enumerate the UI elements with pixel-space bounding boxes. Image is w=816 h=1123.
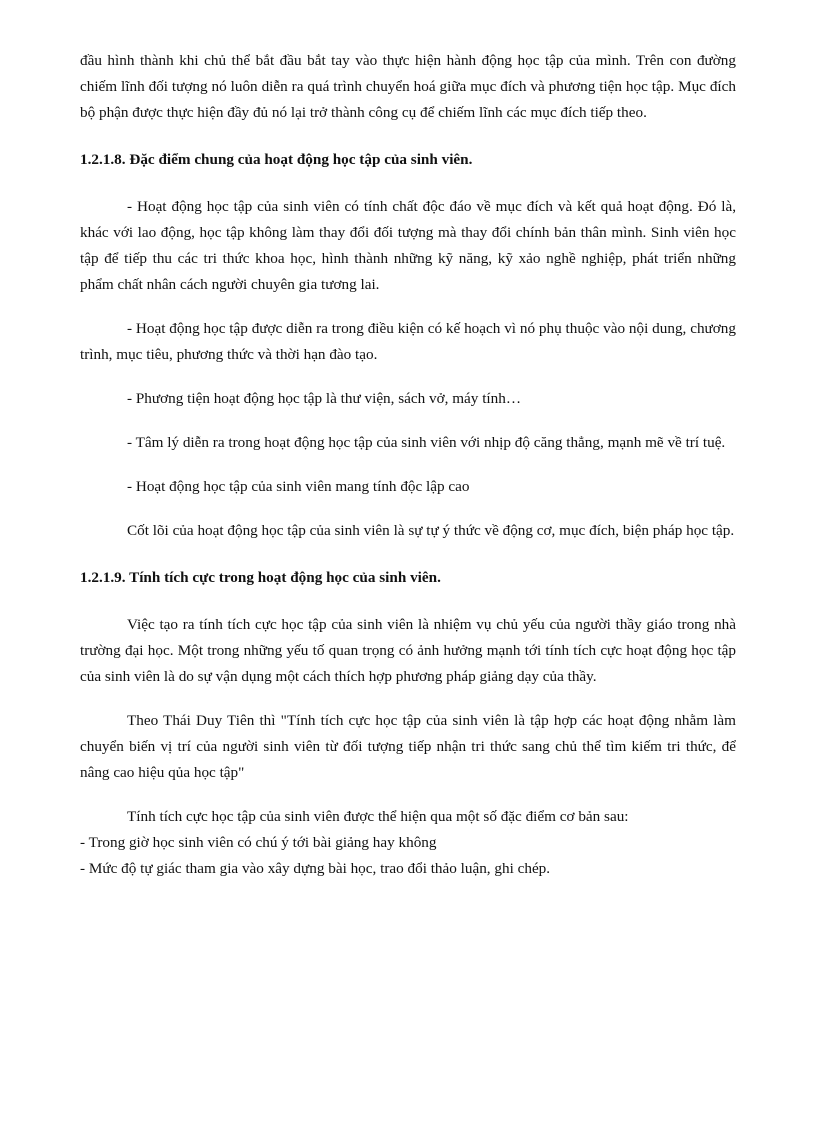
paragraph-independence: - Hoạt động học tập của sinh viên mang tính độc lập cao — [127, 478, 470, 495]
paragraph-teacher-role: Việc tạo ra tính tích cực học tập của sinh viên là nhiệm vụ chủ yếu của người thầy giáo trong nhà trường đại học. Một trong những yếu tố quan trọng có ảnh hưởng mạnh tới tính tích cực hoạt động học tập của sinh viên là do sự vận dụng một cách thích hợp phương pháp giảng dạy của thầy. — [80, 616, 736, 685]
intro-paragraph: đầu hình thành khi chủ thể bắt đầu bắt tay vào thực hiện hành động học tập của mình. Trên con đường chiếm lĩnh đối tượng nó luôn diễn ra quá trình chuyển hoá giữa mục đích và phương tiện học tập. Mục đích bộ phận được thực hiện đầy đủ nó lại trở thành công cụ để chiếm lĩnh các mục đích tiếp theo. — [80, 52, 736, 121]
paragraph-characteristics-intro: Tính tích cực học tập của sinh viên được thể hiện qua một số đặc điểm cơ bản sau: — [127, 808, 629, 825]
paragraph-planned-conditions: - Hoạt động học tập được diễn ra trong điều kiện có kế hoạch vì nó phụ thuộc vào nội dung, chương trình, mục tiêu, phương thức và thời hạn đào tạo. — [80, 320, 736, 363]
section-heading-1-2-1-8: 1.2.1.8. Đặc điểm chung của hoạt động học tập của sinh viên. — [80, 151, 473, 168]
paragraph-quote-thai-duy-tien: Theo Thái Duy Tiên thì "Tính tích cực học tập của sinh viên là tập hợp các hoạt động nhằm làm chuyển biến vị trí của người sinh viên từ đối tượng tiếp nhận tri thức sang chủ thể tìm kiếm tri thức, để nâng cao hiệu qủa học tập" — [80, 712, 736, 781]
list-item: - Mức độ tự giác tham gia vào xây dựng bài học, trao đổi thảo luận, ghi chép. — [80, 860, 551, 877]
paragraph-learning-means: - Phương tiện hoạt động học tập là thư viện, sách vở, máy tính… — [127, 390, 522, 407]
section-heading-1-2-1-9: 1.2.1.9. Tính tích cực trong hoạt động học của sinh viên. — [80, 569, 441, 586]
paragraph-psychology-intensity: - Tâm lý diễn ra trong hoạt động học tập của sinh viên với nhịp độ căng thẳng, mạnh mẽ về trí tuệ. — [127, 434, 726, 451]
list-item: - Trong giờ học sinh viên có chú ý tới bài giảng hay không — [80, 834, 437, 851]
document-page — [80, 48, 736, 882]
paragraph-student-activity-nature: - Hoạt động học tập của sinh viên có tính chất độc đáo về mục đích và kết quả hoạt động. Đó là, khác với lao động, học tập không làm thay đổi đối tượng mà thay đổi chính bản thân mình. Sinh viên học tập để tiếp thu các tri thức khoa học, hình thành những kỹ năng, kỹ xảo nghề nghiệp, phát triển những phẩm chất nhân cách người chuyên gia tương lai. — [80, 198, 736, 293]
paragraph-core-self-awareness: Cốt lõi của hoạt động học tập của sinh viên là sự tự ý thức về động cơ, mục đích, biện pháp học tập. — [127, 522, 735, 539]
